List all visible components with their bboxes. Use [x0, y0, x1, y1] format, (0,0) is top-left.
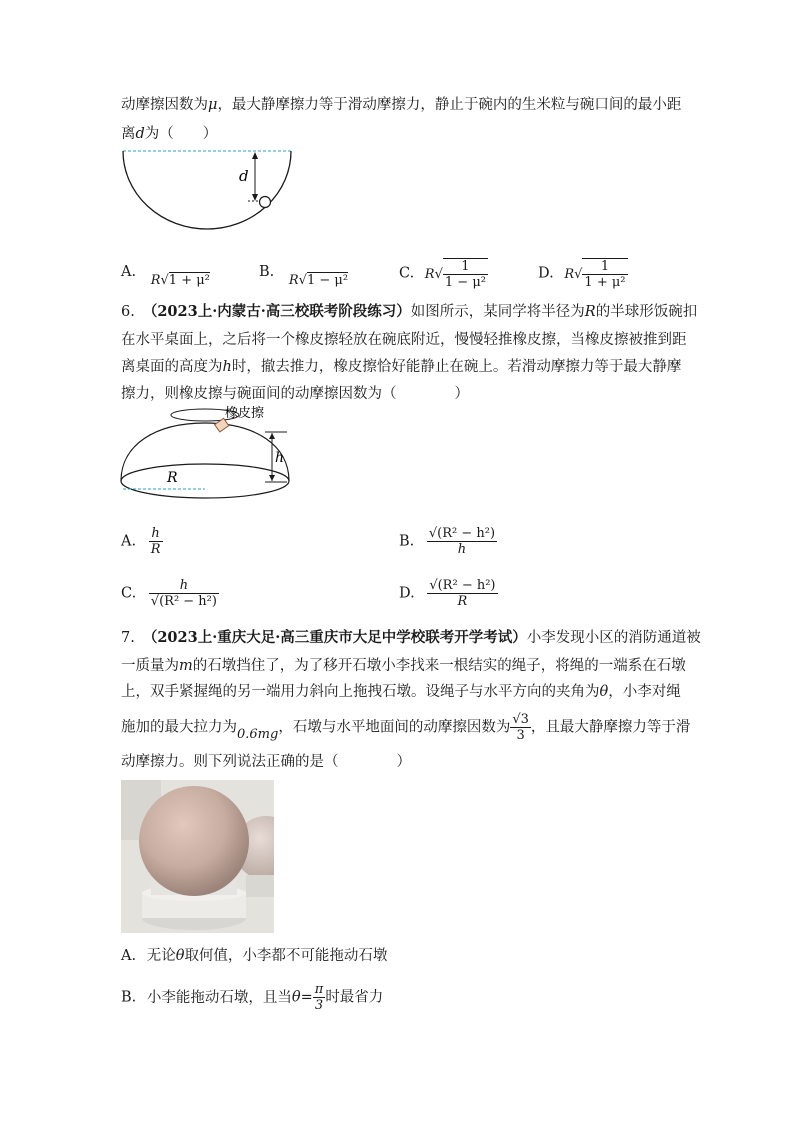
d-label: d: [239, 167, 249, 185]
option-expr: 1 − μ²: [306, 273, 349, 288]
option-label: C.: [399, 265, 415, 282]
frac-num: 1: [582, 259, 627, 275]
stone-bollard-photo: [121, 780, 274, 933]
q7-option-a: [121, 946, 387, 966]
q6-option-a: [121, 526, 163, 557]
q7-text: 的石墩挡住了，为了移开石墩小李找来一根结实的绳子，将绳的一端系在石墩: [192, 658, 686, 674]
q6-number: 6.: [121, 304, 135, 320]
frac-den: 1 − μ²: [444, 275, 486, 290]
option-label: D.: [538, 265, 554, 282]
d-arrow-head-up: [252, 152, 258, 159]
q7-line5: 动摩擦力。则下列说法正确的是（ ）: [121, 754, 411, 770]
sqrt-icon: √: [160, 273, 169, 288]
frac-den: R: [150, 542, 161, 557]
q7-text: 施加的最大拉力为: [121, 719, 237, 736]
q7-line2: [121, 656, 686, 676]
q5-stem-text: ，最大静摩擦力等于滑动摩擦力，静止于碗内的生米粒与碗口间的最小距: [217, 97, 682, 113]
q5-bowl-figure: [118, 145, 298, 235]
option-label: D.: [399, 585, 415, 602]
bowl-arc: [123, 151, 291, 229]
r-symbol: R: [424, 266, 435, 282]
q6-line3: [121, 357, 681, 377]
eraser-label: 橡皮擦: [225, 406, 265, 421]
q6-hemisphere-figure: [115, 405, 305, 515]
option-label: B.: [121, 989, 137, 1006]
q6-line4: 擦力，则橡皮擦与碗面间的动摩擦因数为（ ）: [121, 386, 469, 402]
q7-text: ，小李对绳: [608, 684, 681, 700]
r-symbol: R: [288, 273, 299, 288]
frac-den: 3: [314, 998, 324, 1013]
q5-option-d: [538, 258, 628, 290]
hemisphere-dome: [121, 423, 289, 481]
q5-option-a: [121, 262, 210, 288]
d-arrow-head-down: [252, 194, 258, 201]
frac-den: 1 + μ²: [584, 275, 626, 290]
q5-d-symbol: d: [135, 126, 145, 142]
option-label: B.: [259, 264, 275, 280]
option-label: A.: [121, 533, 137, 550]
rice-grain: [260, 197, 271, 208]
q5-stem-line2: [121, 124, 217, 144]
q7-text: 小李发现小区的消防通道被: [526, 630, 701, 646]
q7-line3: [121, 682, 681, 702]
q6-text: 的半球形饭碗扣: [595, 304, 698, 320]
h-symbol: h: [222, 359, 232, 375]
frac-den: R: [457, 594, 468, 609]
option-label: A.: [121, 264, 137, 280]
option-text: 小李能拖动石墩，且当: [146, 989, 292, 1006]
q7-text: 一质量为: [121, 658, 179, 674]
q7-text: ，且最大静摩擦力等于滑: [530, 719, 691, 736]
q5-mu-symbol: μ: [208, 97, 218, 113]
q5-stem-text: 为（ ）: [144, 126, 218, 142]
r-label: R: [167, 470, 178, 486]
r-symbol: R: [584, 304, 596, 320]
q6-text: 时，撤去推力，橡皮擦恰好能静止在碗上。若滑动摩擦力等于最大静摩: [231, 359, 682, 375]
q7-text: 上，双手紧握绳的另一端用力斜向上拖拽石墩。设绳子与水平方向的夹角为: [121, 684, 600, 700]
q6-line2: 在水平桌面上，之后将一个橡皮擦轻放在碗底附近，慢慢轻推橡皮擦，当橡皮擦被推到距: [121, 332, 687, 348]
q7-text: ，石墩与水平地面间的动摩擦因数为: [278, 719, 511, 736]
frac-num: 1: [443, 259, 488, 275]
frac-den: h: [457, 542, 467, 557]
r-symbol: R: [150, 273, 161, 288]
theta-symbol: θ: [175, 948, 185, 964]
option-label: C.: [121, 585, 137, 602]
h-arrow-down: [269, 475, 275, 481]
m-symbol: m: [179, 658, 193, 674]
q6-option-c: [121, 578, 219, 609]
option-label: A.: [121, 948, 137, 964]
q5-option-b: [259, 262, 349, 288]
frac-num: h: [149, 526, 163, 542]
q5-stem-text: 离: [121, 126, 136, 142]
option-text: 无论: [146, 948, 176, 964]
frac-num: π: [314, 982, 324, 997]
hemisphere-base: [121, 464, 289, 498]
option-text: 取何值，小李都不可能拖动石墩: [184, 948, 388, 964]
q6-line1: [121, 302, 697, 322]
sqrt-icon: √: [574, 266, 583, 282]
q7-line1: [121, 628, 701, 648]
option-text: 时最省力: [325, 989, 384, 1006]
frac-den: 3: [516, 728, 525, 743]
frac-num: √3: [512, 712, 529, 727]
q6-option-d: [399, 578, 498, 609]
option-label: B.: [399, 533, 415, 550]
q5-stem-line1: [121, 95, 681, 115]
q6-source: （2023上·内蒙古·高三校联考阶段练习）: [142, 303, 411, 320]
stone-bollard-illustration: [121, 780, 274, 933]
frac-num: √(R² − h²): [429, 578, 496, 593]
q5-stem-text: 动摩擦因数为: [121, 97, 208, 113]
frac-num: h: [149, 578, 219, 594]
theta-symbol: θ: [599, 684, 609, 700]
frac-num: √(R² − h²): [428, 526, 496, 541]
theta-symbol: θ: [291, 989, 301, 1006]
q5-option-c: [399, 258, 488, 290]
q7-source: （2023上·重庆大足·高三重庆市大足中学校联考开学考试）: [142, 629, 527, 646]
h-arrow-up: [269, 433, 275, 439]
sqrt-icon: √: [298, 273, 307, 288]
force-value: 0.6mg: [237, 726, 279, 742]
q6-option-b: [399, 526, 497, 557]
frac-den: √(R² − h²): [150, 594, 217, 609]
q7-option-b: [121, 982, 383, 1013]
q7-line4: [121, 712, 690, 743]
equals-sign: =: [300, 989, 313, 1006]
q7-number: 7.: [121, 630, 135, 646]
r-symbol: R: [564, 266, 575, 282]
sqrt-icon: √: [434, 266, 443, 282]
q6-text: 如图所示，某同学将半径为: [410, 304, 585, 320]
q6-text: 离桌面的高度为: [121, 359, 223, 375]
h-label: h: [275, 450, 285, 466]
option-expr: 1 + μ²: [168, 273, 210, 288]
